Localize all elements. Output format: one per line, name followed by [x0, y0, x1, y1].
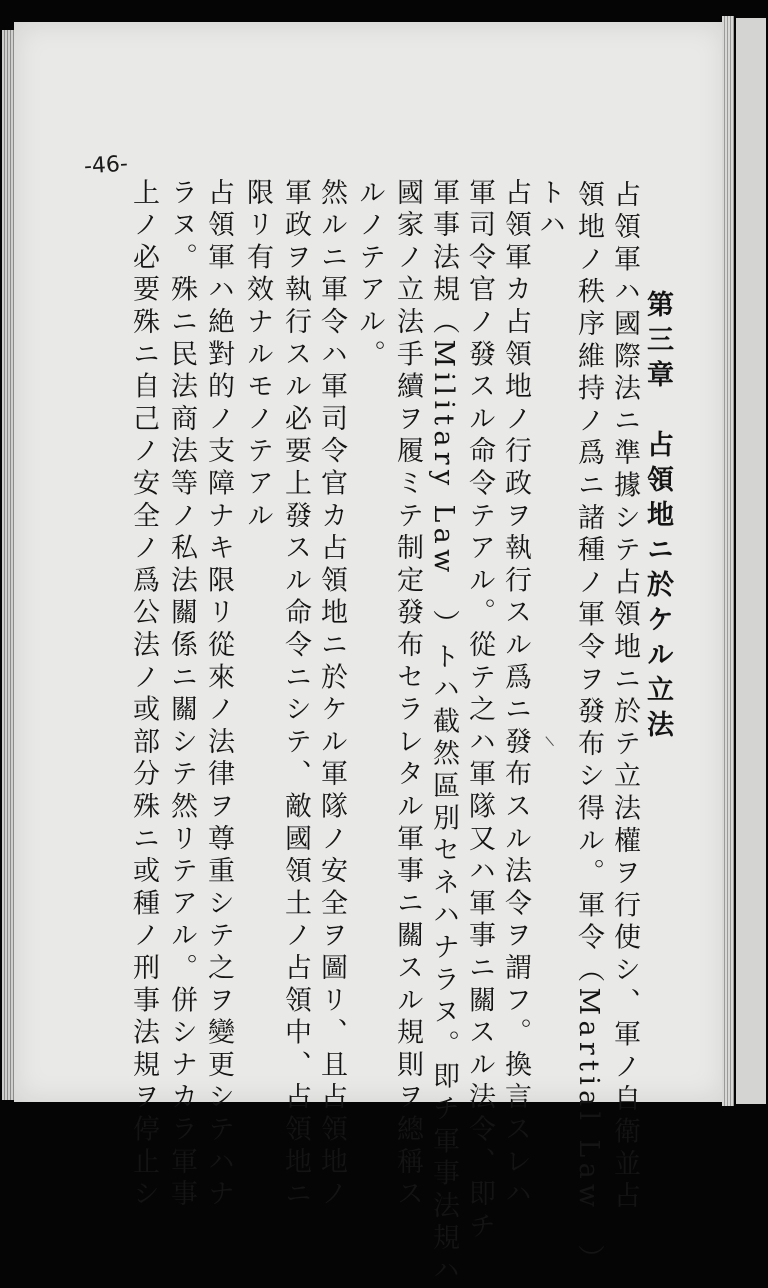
text-column-14: 上ノ必要殊ニ自己ノ安全ノ爲公法ノ或部分殊ニ或種ノ刑事法規ヲ停止シ [128, 178, 159, 1212]
text-column-4: 占領軍カ占領地ノ行政ヲ執行スル爲ニ發布スル法令ヲ謂フ。換言スレハ [500, 178, 531, 1212]
text-column-2: 領地ノ秩序維持ノ爲ニ諸種ノ軍令ヲ發布シ得ル。軍令（Martial Law ） [573, 180, 604, 1277]
text-column-12: 占領軍ハ絶對的ノ支障ナキ限リ從來ノ法律ヲ尊重シテ之ヲ變更シテハナ [203, 178, 234, 1212]
text-column-6: 軍事法規（Military Law ）トハ截然區別セネハナラヌ。即チ軍事法規ハ [428, 178, 459, 1288]
text-column-13: ラヌ。殊ニ民法商法等ノ私法關係ニ關シテ然リテアル。併シナカラ軍事 [166, 178, 197, 1212]
text-column-5: 軍司令官ノ發スル命令テアル。從テ之ハ軍隊又ハ軍事ニ關スル法令、即チ [464, 178, 495, 1244]
text-column-9: 然ルニ軍令ハ軍司令官カ占領地ニ於ケル軍隊ノ安全ヲ圖リ、且占領地ノ [316, 178, 347, 1212]
text-column-3: トハ [534, 178, 565, 243]
text-column-1: 占領軍ハ國際法ニ準據シテ占領地ニ於テ立法權ヲ行使シ、軍ノ自衛並占 [609, 180, 640, 1214]
page-edge-right [722, 16, 734, 1106]
text-column-11: 限リ有效ナルモノテアル [242, 178, 273, 534]
text-column-10: 軍政ヲ執行スル必要上發スル命令ニシテ、敵國領土ノ占領中、占領地ニ [280, 178, 311, 1212]
text-column-8: ルノテアル。 [354, 178, 385, 372]
chapter-heading: 第三章 占領地ニ於ケル立法 [642, 290, 673, 745]
adjacent-page [736, 18, 766, 1104]
page-number: -46- [83, 151, 129, 180]
text-column-7: 國家ノ立法手續ヲ履ミテ制定發布セラレタル軍事ニ關スル規則ヲ總稱ス [392, 178, 423, 1212]
